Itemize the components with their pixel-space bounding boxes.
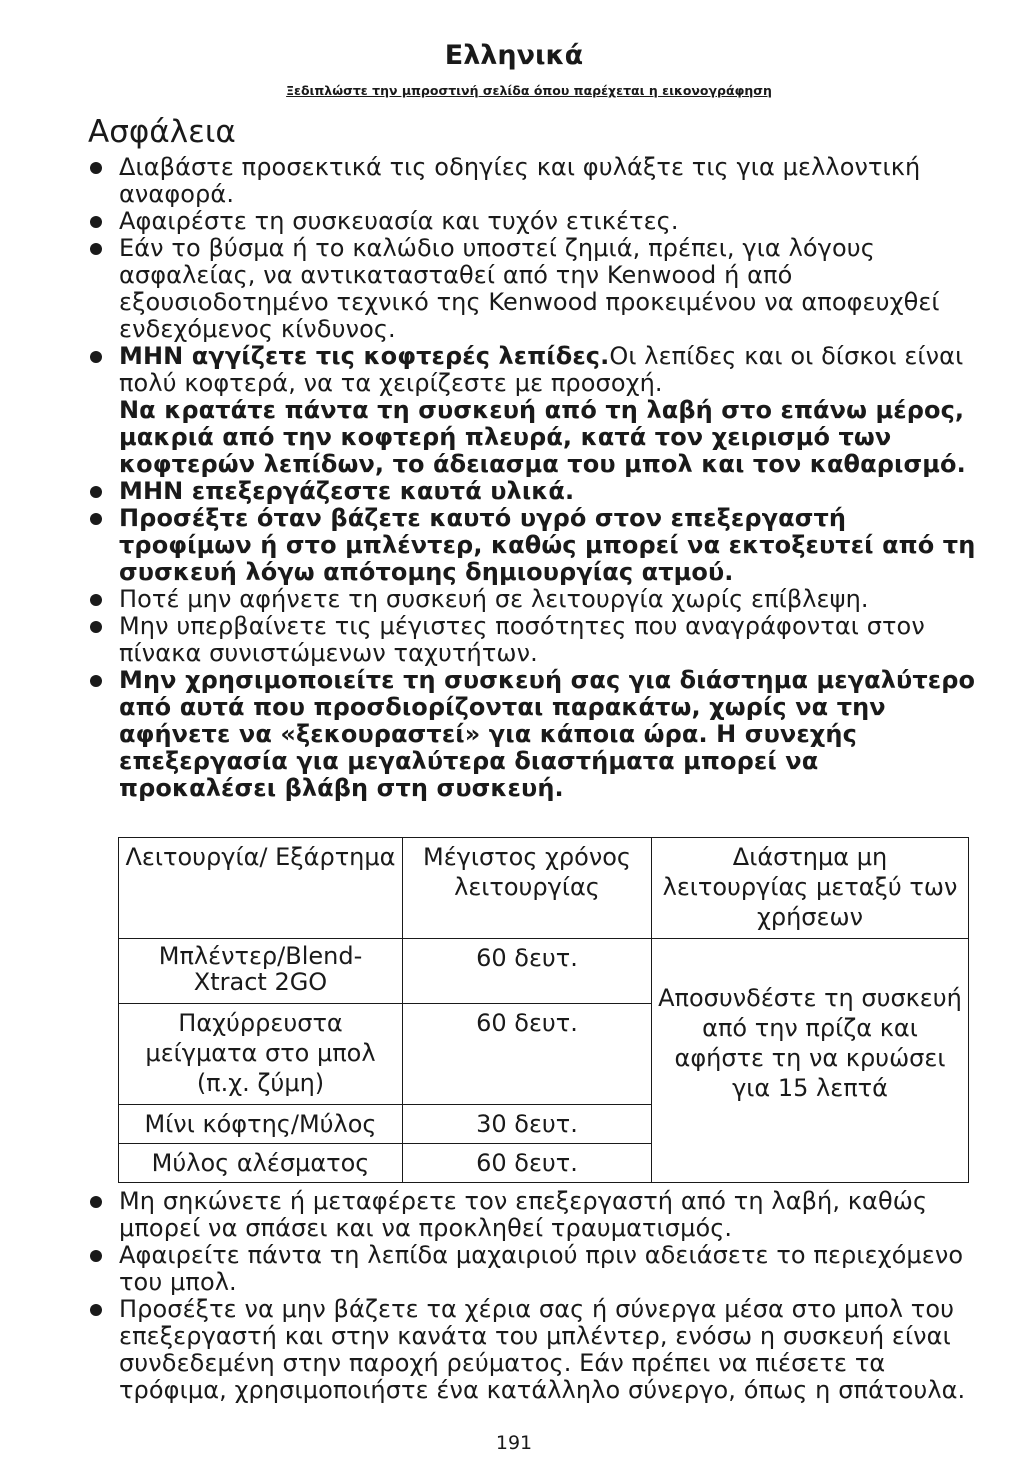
list-item-text: Αφαιρείτε πάντα τη λεπίδα μαχαιριού πριν αδειάσετε το περιεχόμενο του μπολ. [119, 1241, 964, 1296]
table-cell-rest-note: Αποσυνδέστε τη συσκευή από την πρίζα και αφήστε τη να κρυώσει για 15 λεπτά [652, 939, 969, 1183]
list-item-text: Αφαιρέστε τη συσκευασία και τυχόν ετικέτες. [119, 207, 679, 235]
list-item-bold-text: ΜΗΝ επεξεργάζεστε καυτά υλικά. [119, 477, 575, 505]
list-item [86, 505, 976, 586]
bullet-icon [90, 621, 102, 633]
table-cell-time: 30 δευτ. [403, 1105, 652, 1144]
list-item [86, 613, 976, 667]
list-item [86, 1188, 976, 1242]
table-header-cell: Λειτουργία/ Εξάρτημα [119, 838, 403, 939]
operating-time-table [118, 837, 969, 1183]
list-item-text: Προσέξτε να μην βάζετε τα χέρια σας ή σύνεργα μέσα στο μπολ του επεξεργαστή και στην κανάτα του μπλέντερ, ενόσω η συσκευή είναι συνδεδεμένη στην παροχή ρεύματος. Εάν πρέπει να πιέσετε τα τρόφιμα, χρησιμοποιήστε ένα κατάλληλο σύνεργο, όπως η σπάτουλα. [119, 1295, 966, 1404]
page-number: 191 [495, 1432, 533, 1454]
table-cell-item: Παχύρρευστα μείγματα στο μπολ (π.χ. ζύμη) [119, 1004, 403, 1105]
bullet-icon [90, 1250, 102, 1262]
list-item-text: Διαβάστε προσεκτικά τις οδηγίες και φυλάξτε τις για μελλοντική αναφορά. [119, 153, 921, 208]
bullet-icon [90, 675, 102, 687]
list-item-text: Μη σηκώνετε ή μεταφέρετε τον επεξεργαστή από τη λαβή, καθώς μπορεί να σπάσει και να προκληθεί τραυματισμός. [119, 1187, 928, 1242]
list-item-bold-text: Προσέξτε όταν βάζετε καυτό υγρό στον επεξεργαστή τροφίμων ή στο μπλέντερ, καθώς μπορεί να εκτοξευτεί από τη συσκευή λόγω απότομης δημιουργίας ατμού. [119, 504, 976, 586]
table-cell-item: Μπλέντερ/Blend-Xtract 2GO [119, 939, 403, 1004]
list-item [86, 343, 976, 478]
list-item [86, 478, 976, 505]
list-item [86, 235, 976, 343]
bullet-icon [90, 162, 102, 174]
table-cell-time: 60 δευτ. [403, 1144, 652, 1183]
list-item-text: Οι λεπίδες και οι δίσκοι είναι πολύ κοφτερά, να τα χειρίζεστε με προσοχή. [119, 342, 964, 397]
list-item [86, 154, 976, 208]
bullet-icon [90, 351, 102, 363]
list-item [86, 208, 976, 235]
list-item [86, 586, 976, 613]
list-item-text: Εάν το βύσμα ή το καλώδιο υποστεί ζημιά, πρέπει, για λόγους ασφαλείας, να αντικατασταθεί από την Kenwood ή από εξουσιοδοτημένο τεχνικό της Kenwood προκειμένου να αποφευχθεί ενδεχόμενος κίνδυνος. [119, 234, 940, 343]
section-heading-safety: Ασφάλεια [88, 114, 236, 150]
list-item-text: Μην υπερβαίνετε τις μέγιστες ποσότητες που αναγράφονται στον πίνακα συνιστώμενων ταχυτήτων. [119, 612, 925, 667]
table-cell-item: Μύλος αλέσματος [119, 1144, 403, 1183]
safety-list-top [86, 154, 976, 802]
bullet-icon [90, 1304, 102, 1316]
list-item-text: Ποτέ μην αφήνετε τη συσκευή σε λειτουργία χωρίς επίβλεψη. [119, 585, 869, 613]
table-header-cell: Μέγιστος χρόνος λειτουργίας [403, 838, 652, 939]
table-cell-time: 60 δευτ. [403, 939, 652, 1004]
bullet-icon [90, 1196, 102, 1208]
list-item-bold-text: Μην χρησιμοποιείτε τη συσκευή σας για διάστημα μεγαλύτερο από αυτά που προσδιορίζονται παρακάτω, χωρίς να την αφήνετε να «ξεκουραστεί» για κάποια ώρα. Η συνεχής επεξεργασία για μεγαλύτερα διαστήματα μπορεί να προκαλέσει βλάβη στη συσκευή. [119, 666, 976, 802]
safety-list-bottom [86, 1188, 976, 1404]
table-row [119, 939, 969, 1004]
list-item [86, 1296, 976, 1404]
bullet-icon [90, 486, 102, 498]
list-item [86, 667, 976, 802]
bullet-icon [90, 594, 102, 606]
bullet-icon [90, 243, 102, 255]
bullet-icon [90, 216, 102, 228]
table-cell-item: Μίνι κόφτης/Μύλος [119, 1105, 403, 1144]
list-item-bold-lead: ΜΗΝ αγγίζετε τις κοφτερές λεπίδες. [119, 342, 610, 370]
list-item [86, 1242, 976, 1296]
list-item-bold-text: Να κρατάτε πάντα τη συσκευή από τη λαβή στο επάνω μέρος, μακριά από την κοφτερή πλευρά, κατά τον χειρισμό των κοφτερών λεπίδων, το άδειασμα του μπολ και τον καθαρισμό. [119, 396, 966, 478]
table-cell-time: 60 δευτ. [403, 1004, 652, 1105]
page-title: Ελληνικά [444, 40, 584, 71]
unfold-instruction: Ξεδιπλώστε την μπροστινή σελίδα όπου παρέχεται η εικονογράφηση [286, 83, 772, 98]
table-header-cell: Διάστημα μη λειτουργίας μεταξύ των χρήσεων [652, 838, 969, 939]
bullet-icon [90, 513, 102, 525]
table-header-row [119, 838, 969, 939]
